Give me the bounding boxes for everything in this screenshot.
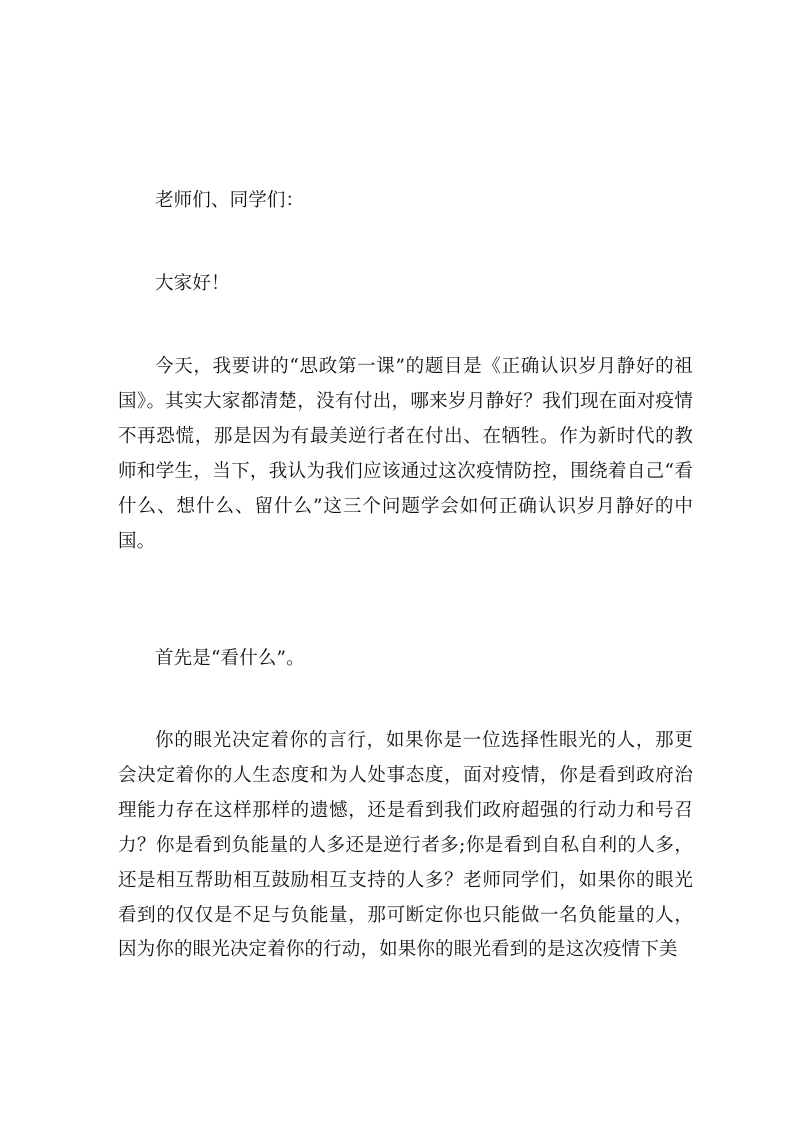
first-point-heading: 首先是“看什么”。 xyxy=(155,648,305,669)
hello-paragraph: 大家好！ xyxy=(155,273,230,294)
greeting-paragraph: 老师们、同学们： xyxy=(155,190,305,211)
body-paragraph: 你的眼光决定着你的言行，如果你是一位选择性眼光的人，那更会决定着你的人生态度和为人处事态度，面对疫情，你是看到政府治理能力存在这样那样的遗憾，还是看到我们政府超强的行动力和号召力？你是看到负能量的人多还是逆行者多;你是看到自私自利的人多，还是相互帮助相互鼓励相互支持的人多？老师同学们，如果你的眼光看到的仅仅是不足与负能量，那可断定你也只能做一名负能量的人，因为你的眼光决定着你的行动，如果你的眼光看到的是这次疫情下美 xyxy=(118,730,693,961)
intro-paragraph: 今天，我要讲的“思政第一课”的题目是《正确认识岁月静好的祖国》。其实大家都清楚，没有付出，哪来岁月静好？我们现在面对疫情不再恐慌，那是因为有最美逆行者在付出、在牺牲。作为新时代的教师和学生，当下，我认为我们应该通过这次疫情防控，围绕着自己“看什么、想什么、留什么”这三个问题学会如何正确认识岁月静好的中国。 xyxy=(118,356,693,552)
